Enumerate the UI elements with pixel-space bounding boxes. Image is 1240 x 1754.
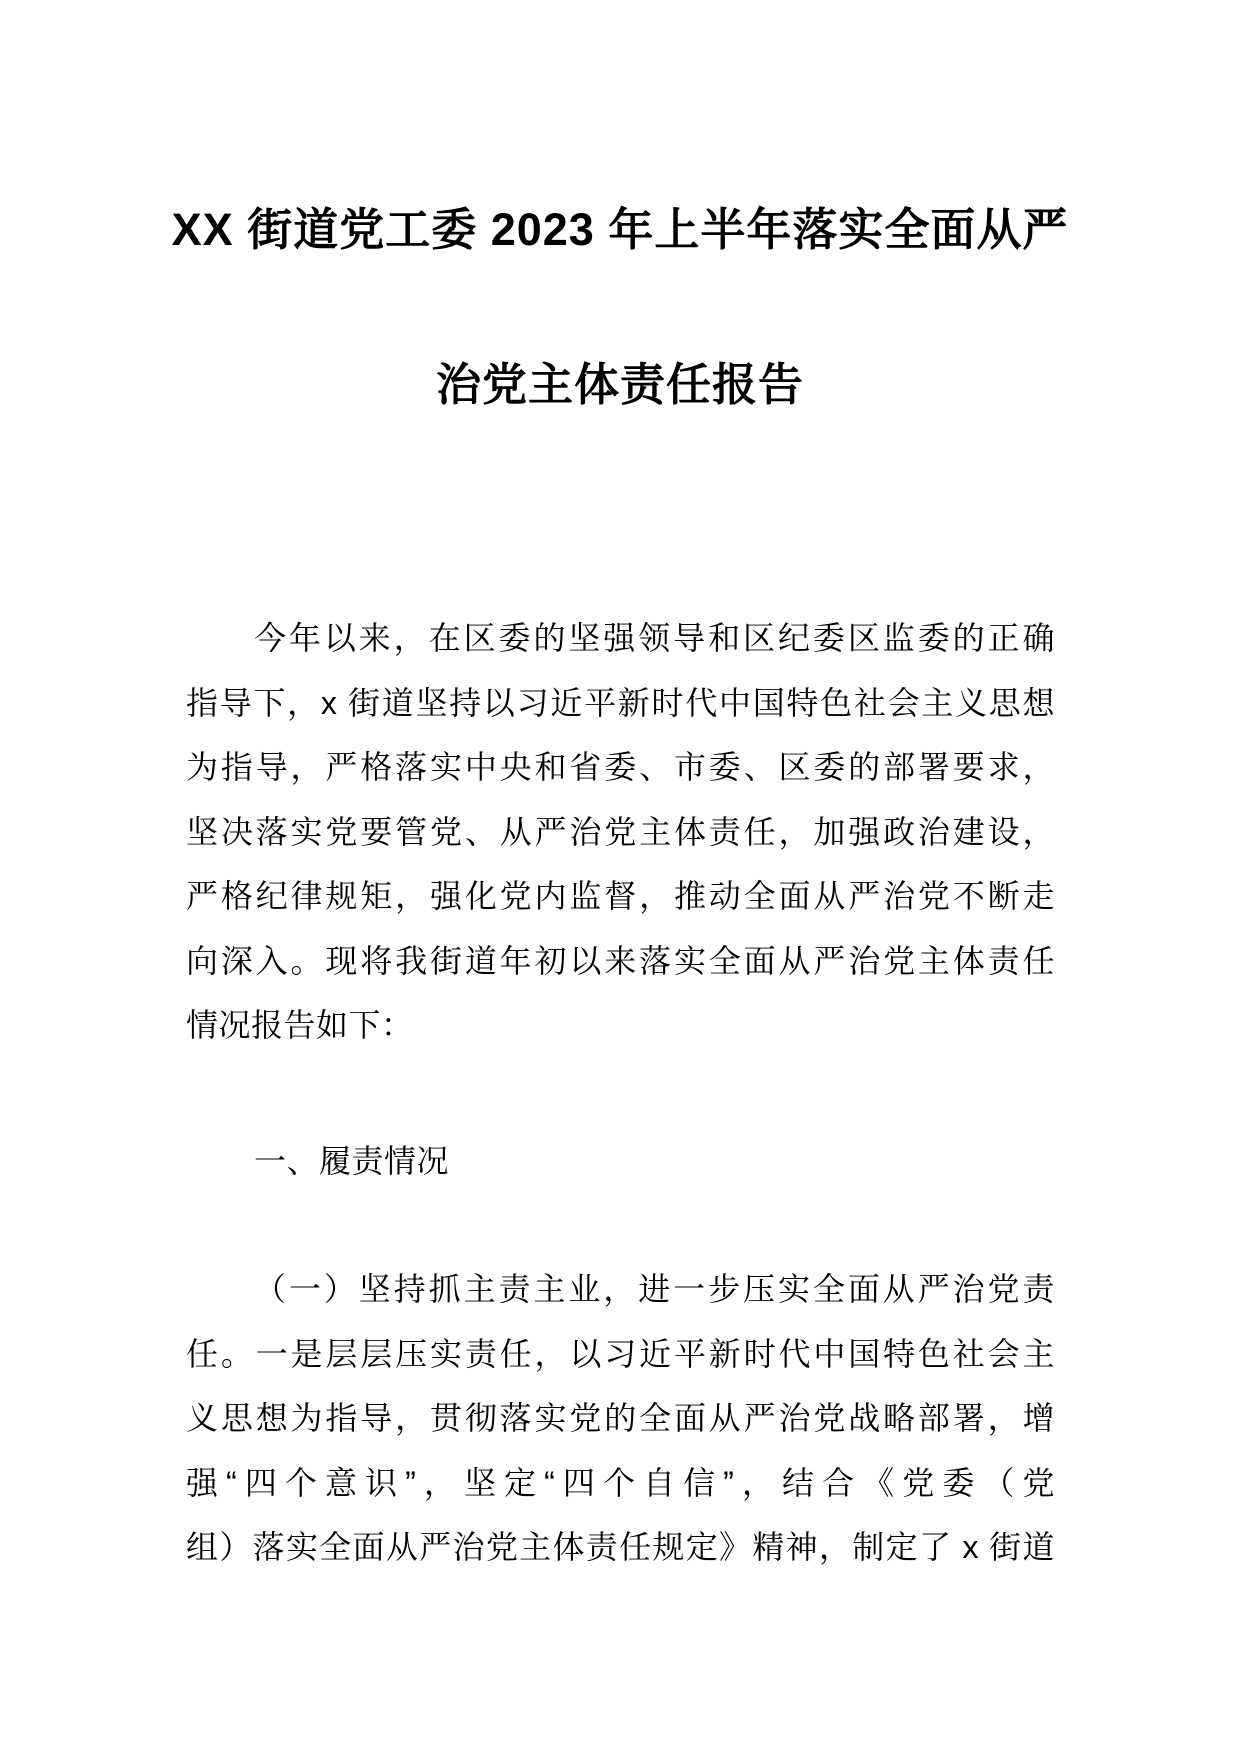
document-title <box>0 152 1240 462</box>
section-heading: 一、履责情况 <box>254 1143 450 1179</box>
paragraph-line: 义思想为指导，贯彻落实党的全面从严治党战略部署，增 <box>186 1400 1055 1436</box>
paragraph-line: 情况报告如下： <box>186 1007 414 1043</box>
paragraph-line: 严格纪律规矩，强化党内监督，推动全面从严治党不断走 <box>186 878 1055 914</box>
paragraph-line: （一）坚持抓主责主业，进一步压实全面从严治党责 <box>254 1271 1055 1307</box>
section-one-paragraph <box>186 1257 1055 1580</box>
section-heading-block <box>186 1129 1055 1194</box>
document-title-line-2: 治党主体责任报告 <box>435 359 804 410</box>
paragraph-line: 任。一是层层压实责任，以习近平新时代中国特色社会主 <box>186 1335 1055 1372</box>
paragraph-line: 组）落实全面从严治党主体责任规定》精神，制定了 x 街道 <box>186 1529 1055 1565</box>
paragraph-line: 今年以来，在区委的坚强领导和区纪委区监委的正确 <box>254 620 1055 656</box>
intro-paragraph <box>186 606 1055 1058</box>
paragraph-line: 强“四个意识”，坚定“四个自信”，结合《党委（党 <box>186 1464 1055 1501</box>
paragraph-line: 指导下，x 街道坚持以习近平新时代中国特色社会主义思想 <box>186 684 1055 721</box>
paragraph-line: 向深入。现将我街道年初以来落实全面从严治党主体责任 <box>186 942 1055 979</box>
paragraph-line: 为指导，严格落实中央和省委、市委、区委的部署要求， <box>186 749 1055 785</box>
paragraph-line: 坚决落实党要管党、从严治党主体责任，加强政治建设， <box>186 813 1055 850</box>
document-title-line-1: XX 街道党工委 2023 年上半年落实全面从严 <box>171 204 1069 255</box>
